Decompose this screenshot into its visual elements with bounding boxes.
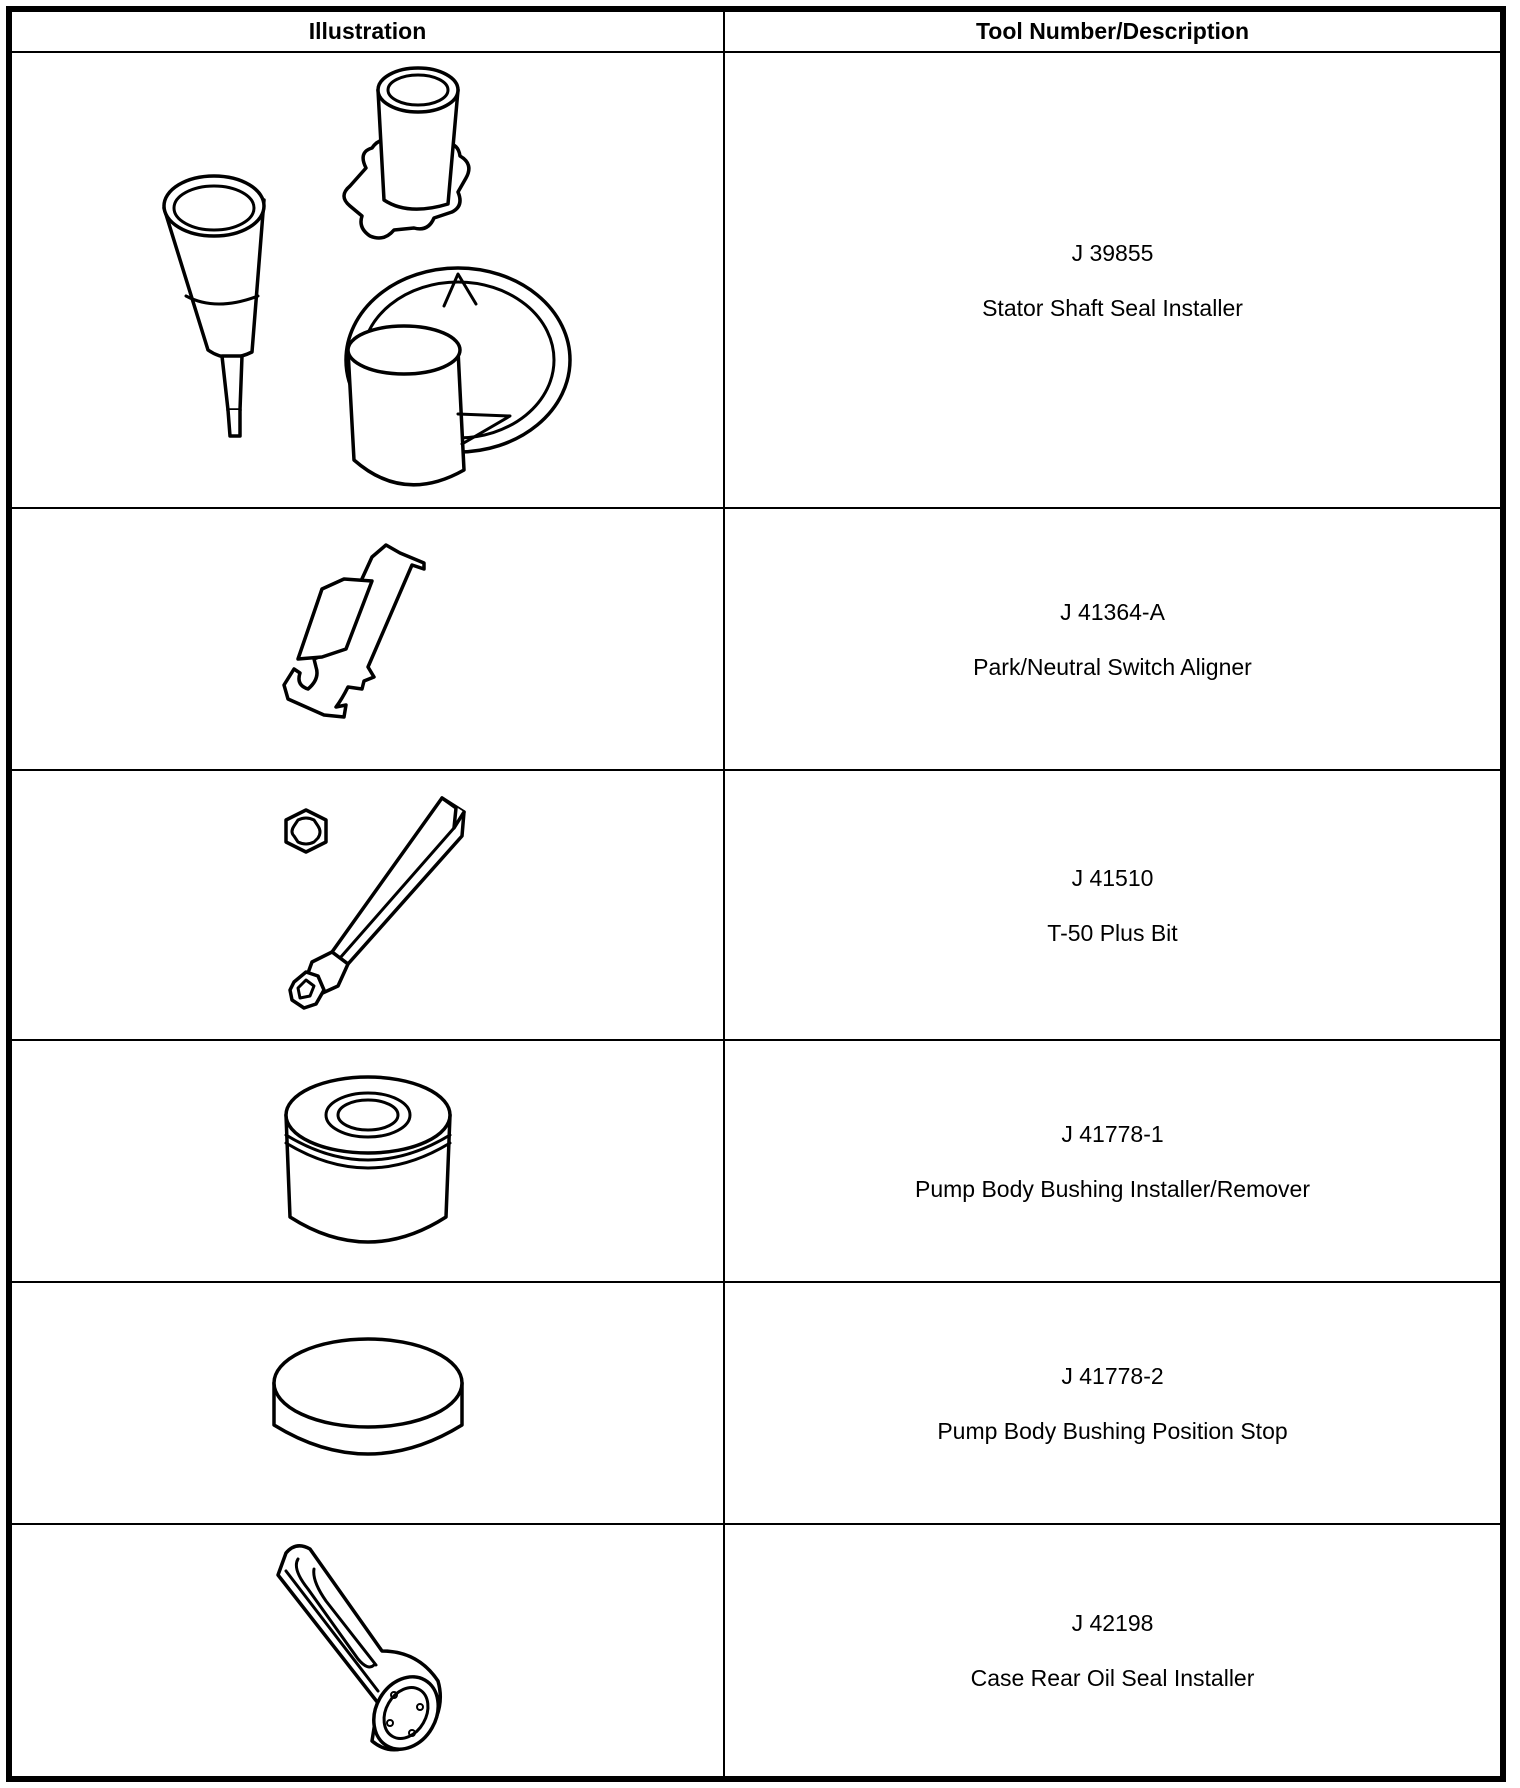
illustration-cell <box>11 508 724 770</box>
description-cell <box>724 52 1501 508</box>
tool-number: J 39855 <box>1071 239 1154 266</box>
illustration-cell <box>11 1282 724 1524</box>
description-cell <box>724 1282 1501 1524</box>
tool-number: J 41778-2 <box>1061 1362 1164 1389</box>
tool-name: Pump Body Bushing Position Stop <box>937 1417 1288 1444</box>
tool-name: Stator Shaft Seal Installer <box>982 294 1243 321</box>
description-cell <box>724 1040 1501 1282</box>
tool-number: J 41778-1 <box>1061 1120 1164 1147</box>
stator-shaft-seal-installer-icon <box>158 60 578 500</box>
table-row <box>11 1524 1501 1777</box>
tool-number: J 41510 <box>1071 864 1154 891</box>
table-row <box>11 52 1501 508</box>
table-row <box>11 508 1501 770</box>
column-header-illustration: Illustration <box>11 11 724 52</box>
table-row <box>11 770 1501 1040</box>
tool-name: Park/Neutral Switch Aligner <box>973 653 1252 680</box>
table-header-row <box>11 11 1501 52</box>
t50-plus-bit-icon <box>258 790 478 1020</box>
description-cell <box>724 1524 1501 1777</box>
tool-number: J 42198 <box>1071 1610 1154 1636</box>
illustration-cell <box>11 770 724 1040</box>
tools-table-frame <box>6 6 1506 1782</box>
case-rear-oil-seal-installer-icon <box>268 1541 468 1761</box>
tool-number: J 41364-A <box>1060 598 1165 625</box>
illustration-cell <box>11 1040 724 1282</box>
tool-name: Case Rear Oil Seal Installer <box>970 1665 1255 1691</box>
bushing-position-stop-icon <box>268 1333 468 1473</box>
tools-table <box>10 10 1502 1778</box>
description-cell <box>724 770 1501 1040</box>
tool-name: Pump Body Bushing Installer/Remover <box>914 1175 1311 1202</box>
table-row <box>11 1040 1501 1282</box>
description-cell <box>724 508 1501 770</box>
bushing-installer-remover-icon <box>278 1071 458 1251</box>
tool-name: T-50 Plus Bit <box>1047 919 1178 946</box>
illustration-cell <box>11 1524 724 1777</box>
table-row <box>11 1282 1501 1524</box>
illustration-cell <box>11 52 724 508</box>
column-header-description: Tool Number/Description <box>724 11 1501 52</box>
park-neutral-switch-aligner-icon <box>278 539 458 739</box>
